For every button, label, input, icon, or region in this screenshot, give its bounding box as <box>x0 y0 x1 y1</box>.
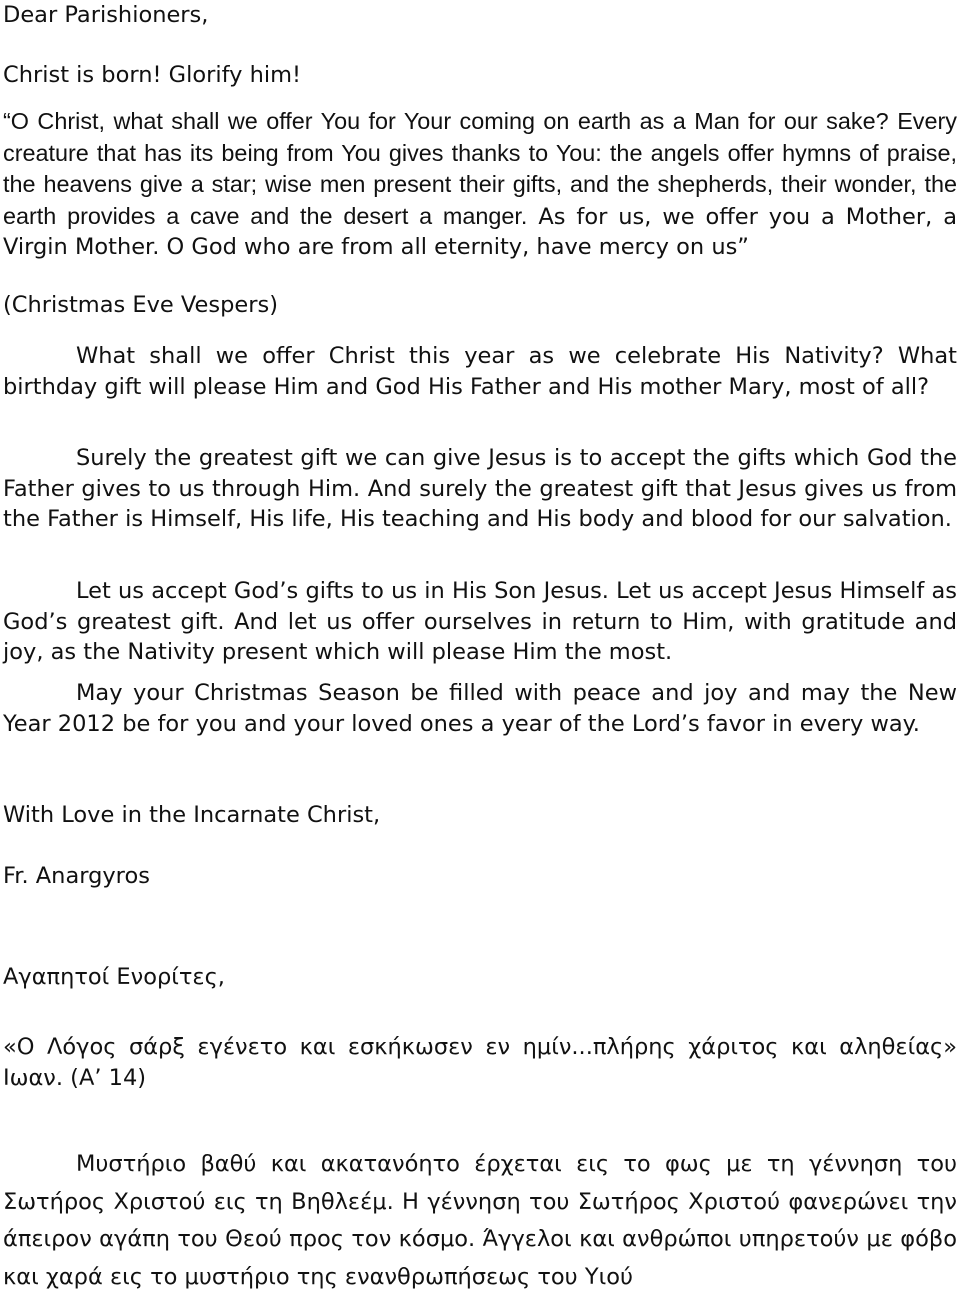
hymn-open: “O Christ, what shall we offer You for Your coming on earth as a Man for our sake? <box>3 108 889 134</box>
hymn-body: Every creature that has its being from You gives thanks to You: the angels offer hymns of praise, the heavens give a star; wise men present their gifts, and the shepherds, their wonder, the earth provides a cave and the desert a manger. <box>3 108 957 229</box>
hymn-close: As for us, we offer you a Mother, a Virgin Mother. O God who are from all eternity, have mercy on us” <box>3 203 957 261</box>
paragraph-offer-christ: What shall we offer Christ this year as we celebrate His Nativity? What birthday gift will please Him and God His Father and His mother Mary, most of all? <box>3 343 957 400</box>
salutation: Dear Parishioners, <box>3 2 209 28</box>
greek-paragraph: Μυστήριο βαθύ και ακατανόητο έρχεται εις το φως με τη γέννηση του Σωτήρος Χριστού εις τη Βηθλεέμ. Η γέννηση του Σωτήρος Χριστού φανερώνει την άπειρον αγάπη του Θεού προς τον κόσμο. Άγγελοι και ανθρώποι υπηρετούν με φόβο και χαρά εις το μυστήριο της ενανθρωπήσεως του Υιού <box>3 1151 957 1290</box>
hymn-source: (Christmas Eve Vespers) <box>3 292 278 318</box>
hymn-quote <box>3 106 957 263</box>
signature: Fr. Anargyros <box>3 863 150 889</box>
paragraph-season-wishes: May your Christmas Season be filled with peace and joy and may the New Year 2012 be for you and your loved ones a year of the Lord’s favor in every way. <box>3 680 957 737</box>
greek-verse: «Ο Λόγος σάρξ εγένετο και εσκήκωσεν εν ημίν...πλήρης χάριτος και αληθείας» Ιωαν. (Α’ 14) <box>3 1034 957 1091</box>
greek-salutation: Αγαπητοί Ενορίτες, <box>3 964 225 990</box>
christmas-greeting: Christ is born! Glorify him! <box>3 62 302 88</box>
paragraph-accept-gifts: Let us accept God’s gifts to us in His Son Jesus. Let us accept Jesus Himself as God’s greatest gift. And let us offer ourselves in return to Him, with gratitude and joy, as the Nativity present which will please Him the most. <box>3 578 957 666</box>
closing-line: With Love in the Incarnate Christ, <box>3 802 381 828</box>
paragraph-greatest-gift: Surely the greatest gift we can give Jesus is to accept the gifts which God the Father gives to us through Him. And surely the greatest gift that Jesus gives us from the Father is Himself, His life, His teaching and His body and blood for our salvation. <box>3 445 957 533</box>
